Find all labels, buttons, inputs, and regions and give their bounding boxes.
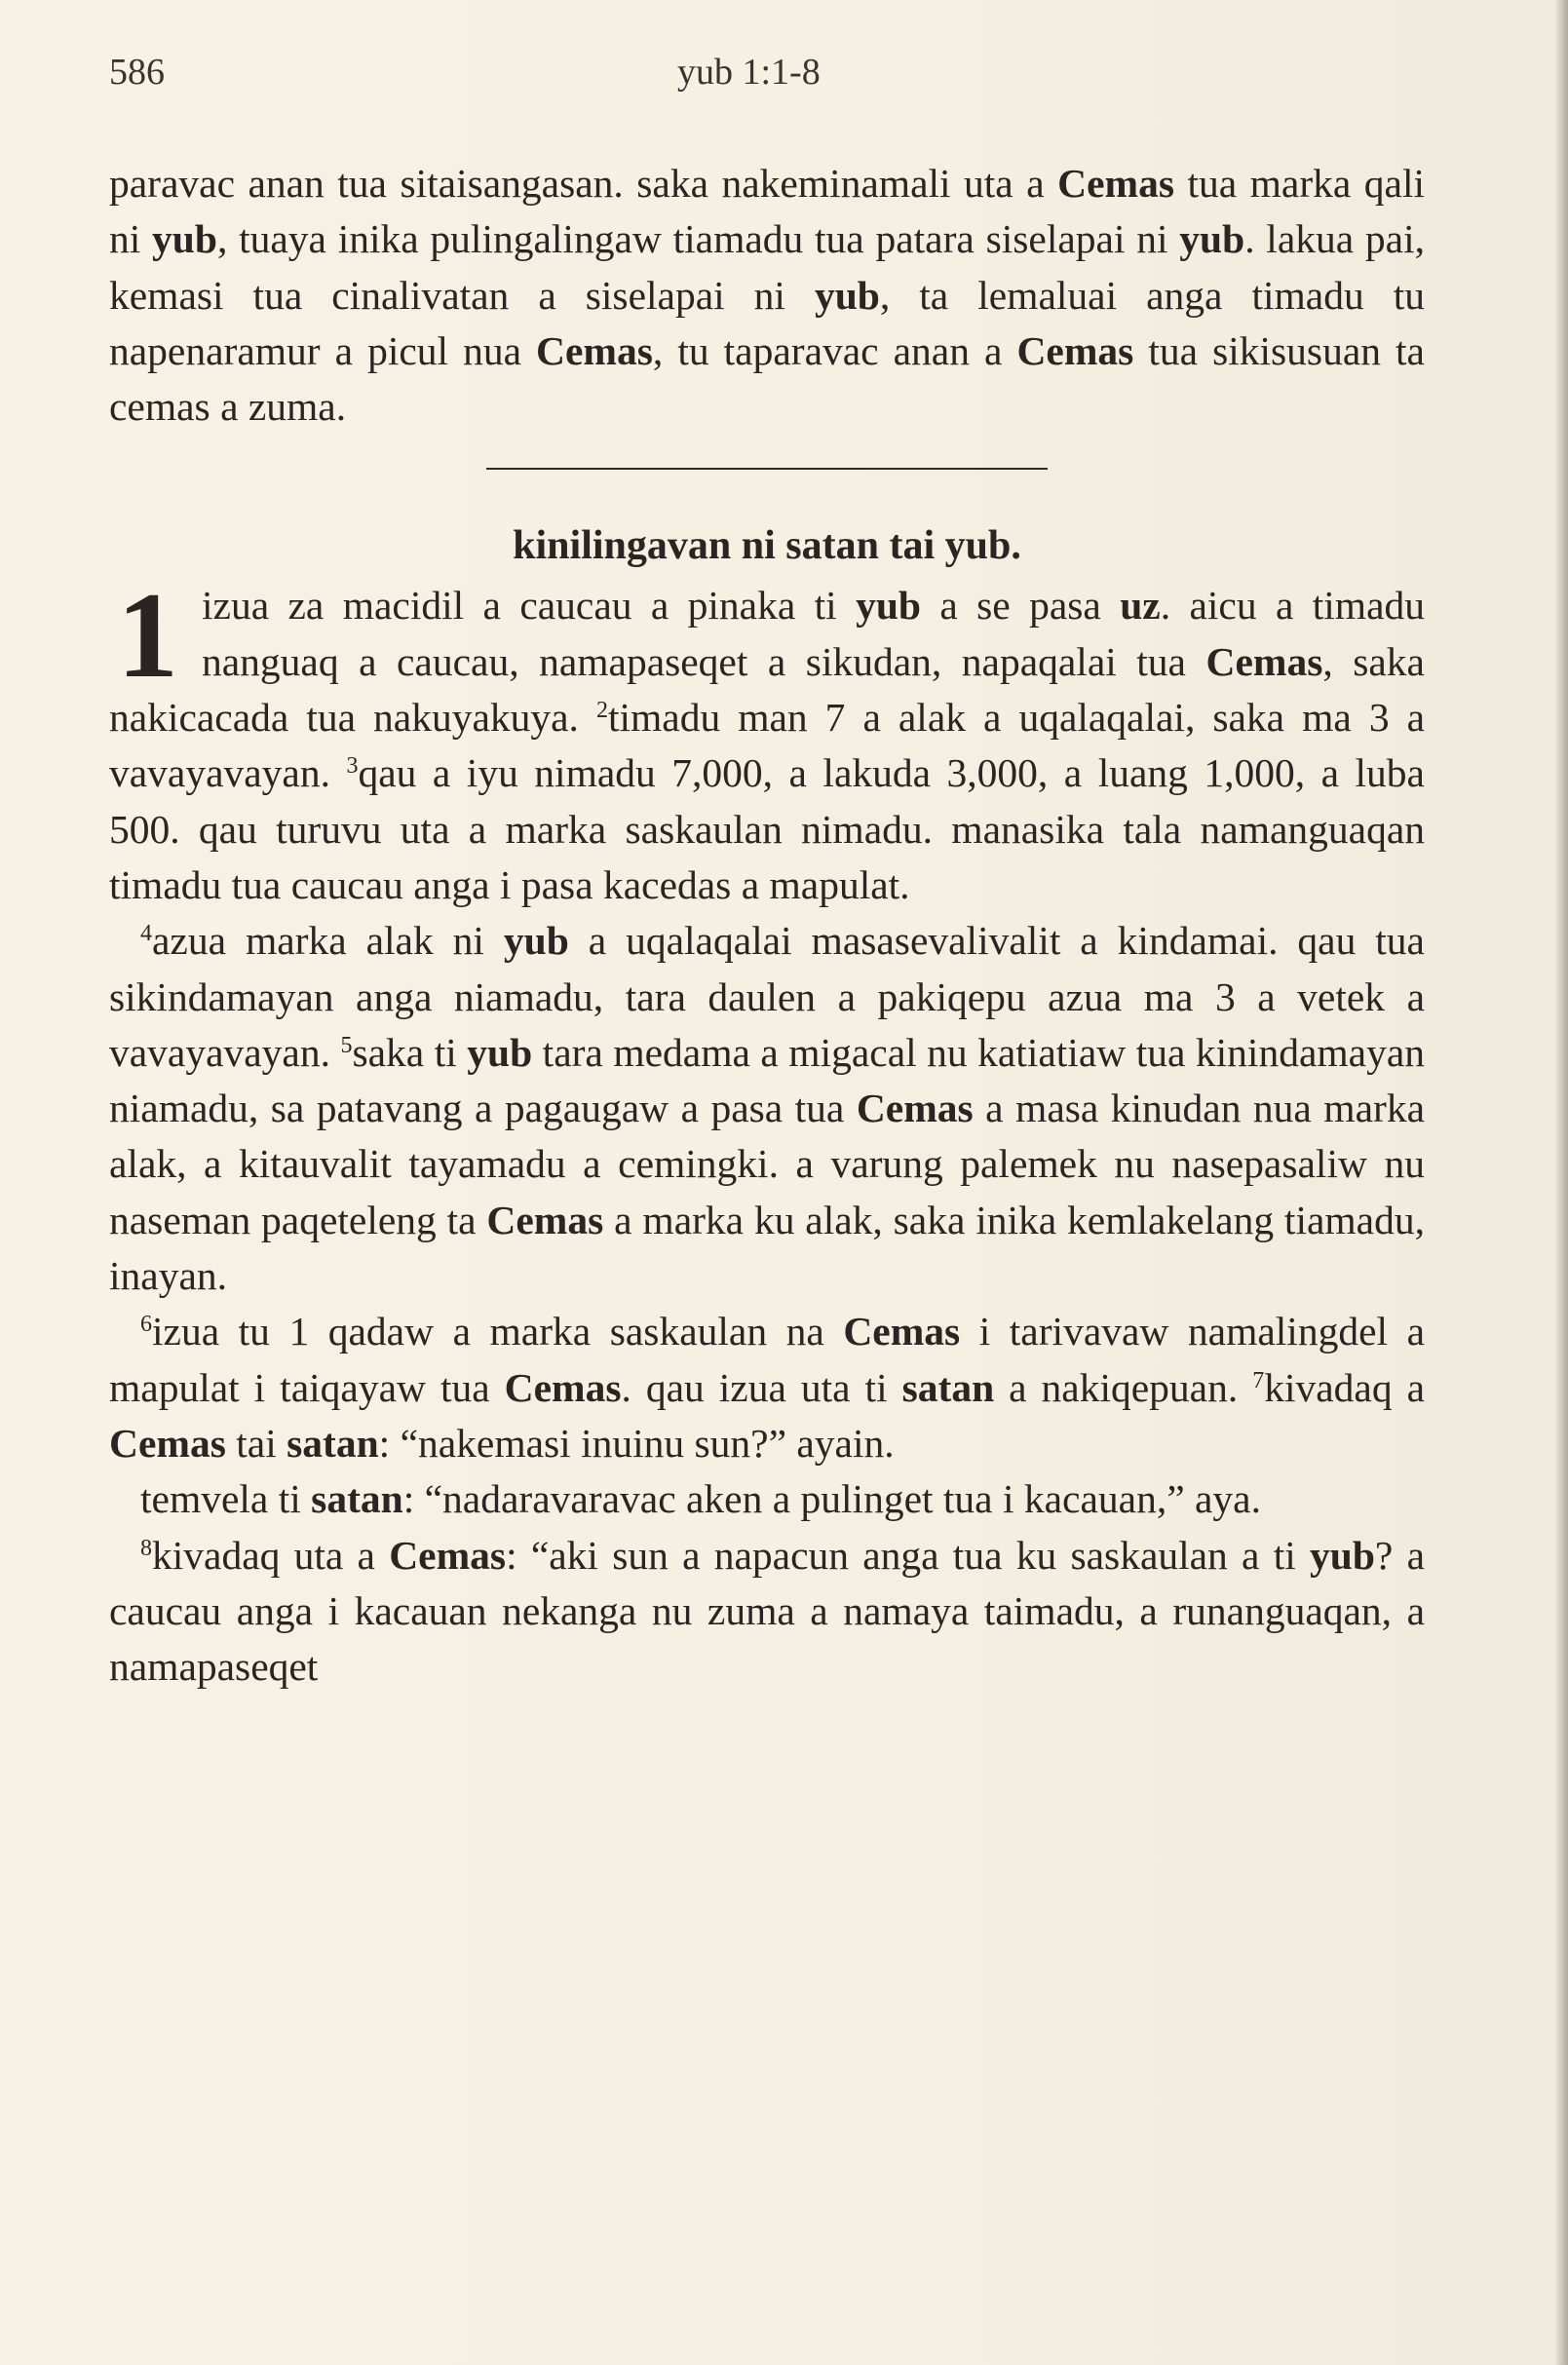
bold-name: yub [467,1029,533,1075]
text-span: tua marka qali ni [109,161,1426,262]
text-span: saka ti [352,1029,468,1075]
bold-name: satan [287,1420,379,1466]
text-span: : “nakemasi inuinu sun?” ayain. [378,1420,895,1466]
text-body [109,156,1425,1695]
text-span: qau a iyu nimadu 7,000, a lakuda 3,000, a luang 1,000, a luba 500. qau turuvu uta a marka saskaulan nimadu. manasika tala namanguaqan timadu tua caucau anga i pasa kacedas a mapulat. [109,750,1425,907]
text-span: a nakiqepuan. [994,1364,1253,1410]
verse-paragraph [109,1528,1425,1696]
bold-name: Cemas [536,327,653,373]
bold-name: yub [152,216,217,262]
section-divider [486,468,1048,470]
text-span: a masa kinudan nua marka alak, a kitauvalit tayamadu a cemingki. a varung palemek nu nasepasaliw nu naseman paqeteleng ta [109,1086,1425,1242]
verse-paragraph [109,1304,1425,1471]
bold-name: satan [311,1476,403,1522]
running-head [0,51,1568,99]
text-span: tua sikisusuan ta cemas a zuma. [109,327,1425,430]
page-edge-shadow [1554,0,1568,2365]
text-span: azua marka alak ni [152,918,504,964]
verse-paragraph [109,1471,1425,1527]
running-title: yub 1:1-8 [677,52,821,93]
bold-name: satan [901,1364,995,1410]
verse-number: 4 [140,921,152,947]
bold-name: Cemas [1016,327,1134,373]
bold-name: Cemas [856,1086,974,1131]
text-span: tai [225,1420,287,1466]
text-span: , saka nakicacada tua nakuyakuya. [109,638,1425,741]
text-span: kivadaq uta a [152,1532,390,1578]
text-span: tara medama a migacal nu katiatiaw tua kinindamayan niamadu, sa patavang a pagaugaw a pasa tua [109,1029,1425,1131]
text-span: i tarivavaw namalingdel a mapulat i taiqayaw tua [109,1309,1425,1410]
bold-name: Cemas [843,1309,961,1354]
text-span: : “nadaravaravac aken a pulinget tua i kacauan,” aya. [402,1476,1261,1522]
bold-name: Cemas [1205,638,1323,684]
section-heading: kinilingavan ni satan tai yub. [513,523,1021,569]
bold-name: uz [1120,583,1161,629]
chapter-1-paragraph [109,568,1426,913]
text-span: . aicu a timadu nanguaq a caucau, namapaseqet a sikudan, napaqalai tua [202,583,1425,684]
verse-number: 3 [346,753,359,780]
text-span: izua za macidil a caucau a pinaka ti [202,583,857,629]
bold-name: yub [856,583,921,629]
verse-number: 7 [1252,1367,1265,1393]
chapter-number: 1 [117,568,178,705]
text-span: : “aki sun a napacun anga tua ku saskaulan a ti [506,1532,1310,1578]
text-span: paravac anan tua sitaisangasan. saka nakeminamali uta a [109,161,1045,206]
verse-number: 6 [140,1312,152,1338]
text-span: a uqalaqalai masasevalivalit a kindamai. qau tua sikindamayan anga niamadu, tara daulen a pakiqepu azua ma 3 a vetek a vavayavayan. [109,918,1425,1075]
text-span: , tu taparavac anan a [652,327,1017,373]
text-span: kivadaq a [1264,1364,1425,1410]
bold-name: Cemas [109,1420,226,1466]
bold-name: Cemas [504,1364,622,1410]
bold-name: yub [1179,216,1245,262]
text-span: a marka ku alak, saka inika kemlakelang tiamadu, inayan. [109,1197,1425,1299]
bold-name: Cemas [1057,161,1174,206]
text-span: temvela ti [140,1476,312,1522]
text-span: ? a caucau anga i kacauan nekanga nu zuma a namaya taimadu, a runanguaqan, a namapaseqet [109,1532,1425,1690]
text-span: , tuaya inika pulingalingaw tiamadu tua patara siselapai ni [216,216,1180,262]
text-span: timadu man 7 a alak a uqalaqalai, saka ma 3 a vavayavayan. [109,695,1426,796]
verse-number: 8 [140,1535,152,1561]
page-number: 586 [109,52,165,93]
bold-name: yub [503,918,569,964]
intro-paragraph [109,156,1425,435]
text-span: izua tu 1 qadaw a marka saskaulan na [152,1309,844,1354]
bold-name: Cemas [389,1532,507,1578]
text-span: . lakua pai, kemasi tua cinalivatan a siselapai ni [109,216,1426,318]
verse-paragraph [109,913,1425,1304]
text-span: . qau izua uta ti [621,1364,902,1410]
bold-name: Cemas [486,1197,604,1242]
bold-name: yub [1310,1532,1375,1578]
bold-name: yub [814,272,880,318]
text-span: , ta lemaluai anga timadu tu napenaramur a picul nua [109,272,1425,373]
verse-number: 2 [595,698,608,724]
verse-number: 5 [340,1032,353,1058]
text-span: a se pasa [921,583,1121,629]
